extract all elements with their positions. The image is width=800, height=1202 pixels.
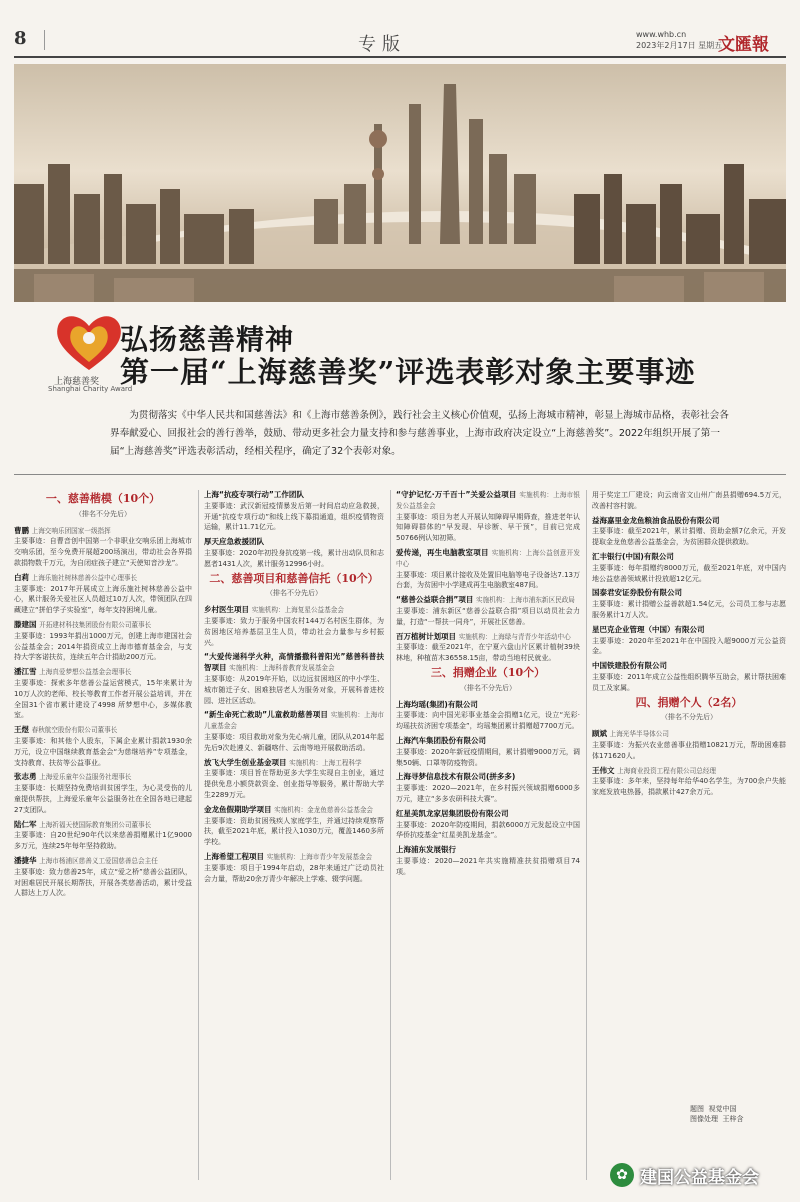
entry (14, 725, 192, 768)
entry (592, 766, 786, 798)
entry-name: 中国铁建股份有限公司 (592, 661, 667, 671)
entry-name: 上海“抗疫专项行动”工作团队 (204, 490, 304, 499)
entry (204, 852, 384, 884)
entry-text: 主要事迹：2020—2021年，在乡村振兴领域捐赠6000多万元，建立“多多农研科技大赛”。 (396, 784, 580, 803)
entry-name: 百万植树计划项目 (396, 631, 459, 641)
section-rule (14, 474, 786, 475)
entry-name: 潘江雪 (14, 667, 40, 677)
entry (204, 605, 384, 648)
entry (396, 490, 580, 544)
entry-list (204, 605, 384, 884)
lead-paragraph: 为贯彻落实《中华人民共和国慈善法》和《上海市慈善条例》，践行社会主义核心价值观，弘扬上海城市精神，彰显上海城市品格，表彰社会各界奉献爱心、回报社会的善行善举，鼓励、带动更多社会力量支持和参与慈善事业，上海市政府决定设立“上海慈善奖”。2022年组织开展了第一届“上海慈善奖”评选表彰活动，经相关程序，确定了32个表彰对象。 (110, 410, 729, 457)
entry-text: 主要事迹：2020年初投身抗疫第一线，累计出动队员和志愿者1431人次，累计服务12996小时。 (204, 548, 384, 568)
entry-affiliation: 实施机构：上海公益创意开发中心 (396, 548, 580, 568)
entry (396, 736, 580, 768)
entry-name: 张志勇 (14, 772, 40, 782)
entry-text: 主要事迹：资助贫困残疾人家庭学生，并通过持续观察帮扶，截至2021年底，累计投入1030万元，覆盖1460多所学校。 (204, 816, 384, 847)
entry-text: 主要事迹：截至2021年，在宁夏六盘山片区累计植树39块林地，种植苗木36558.15亩，带动当地村民就业。 (396, 643, 580, 663)
entry-text: 主要事迹：探索多年慈善公益运营模式，15年来累计为10万人次的老师、校长等教育工作者开展公益培训，并在全国31个省市累计建设了4998 所梦想中心，多媒体教室。 (14, 678, 192, 720)
entry-name: 汇丰银行(中国)有限公司 (592, 551, 674, 561)
skyline-photo (14, 64, 786, 302)
entry-text: 主要事迹：2020年防疫期间，捐款6000万元发起设立中国华侨抗疫基金“红星美凯龙基金”。 (396, 820, 580, 840)
entry (592, 552, 786, 584)
header-rule (14, 56, 786, 58)
section-heading: 三、捐赠企业（10个） (430, 665, 546, 679)
entry-text: 主要事迹：2017年开展成立上海乐施社树林慈善公益中心，累计服务关爱社区人员超过10万人次，带领团队在四藏建立“拼伯学子实验室”，每年支持困境儿童。 (14, 584, 192, 615)
entry-name: 放飞大学生创业基金项目 (204, 757, 290, 767)
entry-affiliation: 上海光华半导体公司 (609, 730, 669, 739)
column-4 (592, 490, 786, 1090)
entry-text: 主要事迹：项目救助对象为先心病儿童，团队从2014年起先后9次赴遵义、新疆喀什、云南等地开展救助活动。 (204, 732, 384, 752)
entry-affiliation: 实施机构：上海市青少年发展基金会 (266, 852, 373, 861)
entry (592, 661, 786, 693)
watermark (610, 1158, 790, 1192)
entry-text: 主要事迹：2020年至2021年在中国投入超9000万元公益资金。 (592, 636, 786, 656)
entry-affiliation: 实施机构：上海工程科学 (289, 758, 362, 767)
logo-name-cn: 上海慈善奖 (54, 377, 100, 387)
entry (396, 700, 580, 732)
entry (396, 548, 580, 591)
entry-list (592, 490, 786, 694)
entry-affiliation: 上海爱乐童年公益服务社理事长 (39, 773, 132, 782)
entry-name: 乡村医生项目 (204, 605, 252, 615)
entry-text: 主要事迹：累计捐赠公益善款超1.54亿元，公司员工参与志愿服务累计1万人次。 (592, 600, 786, 619)
credit-label: 题图 (690, 1105, 704, 1113)
entry (396, 809, 580, 841)
column-1 (14, 490, 192, 1180)
entry-text: 主要事迹：和其他个人股东，下属企业累计捐款1930余万元，设立中国继续教育基金会“为慈继培养”专项基金，支持教育、扶贫等公益事业。 (14, 736, 192, 767)
entry-list (14, 526, 192, 900)
entry-name: 潘捷华 (14, 855, 40, 865)
entry-text: 主要事迹：长期坚持免费培训贫困学生，为心灵受伤的儿童提供帮扶，上海爱乐童年公益服务社在全国各地已建起27支团队。 (14, 784, 192, 814)
entry-text: 主要事迹：致力慈善25年，成立“爱之桥”慈善公益团队，对困难居民开展长期帮扶，开展各类慈善活动，累计受益人群达上万人次。 (14, 867, 192, 898)
entry-affiliation: 上海真爱梦想公益基金会理事长 (39, 668, 132, 677)
entry-affiliation: 春秋航空股份有限公司董事长 (31, 726, 118, 735)
entry-text: 主要事迹：2020—2021年共实施精准扶贫捐赠项目74项。 (396, 856, 580, 876)
section-subtitle: （排名不分先后） (460, 683, 516, 692)
entry-list (396, 700, 580, 878)
entry (204, 805, 384, 848)
entry (592, 516, 786, 548)
wechat-icon: ✿ (610, 1163, 634, 1187)
entry (204, 710, 384, 753)
entry (14, 820, 192, 852)
entry (204, 490, 384, 533)
entry-affiliation: 上海市杨浦区慈善义工爱国慈善总会主任 (39, 856, 158, 865)
entry-name: 顾斌 (592, 729, 610, 739)
column-divider (390, 490, 391, 1180)
entry (14, 573, 192, 616)
entry-affiliation: 实施机构：金龙鱼慈善公益基金会 (274, 805, 374, 814)
entry-affiliation: 实施机构：上海市银发公益基金会 (396, 491, 580, 510)
entry (396, 595, 580, 627)
entry-name: 益海嘉里金龙鱼粮油食品股份有限公司 (592, 515, 720, 525)
entry-name: 国泰君安证券股份有限公司 (592, 588, 682, 598)
entry-list (592, 729, 786, 798)
section-name: 专版 (358, 34, 406, 55)
entry-text: 主要事迹：自20世纪90年代以来慈善捐赠累计1亿9000多万元，连续25年每年坚持救助。 (14, 831, 192, 851)
skyline-illustration (14, 64, 786, 302)
entry-name: 金龙鱼假期助学项目 (204, 804, 275, 814)
entry (592, 588, 786, 620)
entry-name: “守护记忆·万千百十”关爱公益项目 (396, 490, 520, 499)
entry-text: 主要事迹：项目旨在帮助更多大学生实现自主创业，通过提供免息小额贷款资金、创业指导等服务，累计帮助大学生2289万元。 (204, 769, 384, 799)
entry-text: 主要事迹：从2019年开始，以边远贫困地区的中小学生、城市随迁子女、困难独居老人为服务对象，开展科普进校园、进社区活动。 (204, 674, 384, 705)
entry-text: 主要事迹：多年来，坚持每年给华40名学生，为700余户失能家庭发放电热器，捐款累计427余万元。 (592, 777, 786, 797)
entry-text: 主要事迹：向中国光彩事业基金会捐赠1亿元，设立“光彩·均瑶扶贫济困专项基金”，均瑶集团累计捐赠超7700万元。 (396, 711, 580, 731)
entry-name: 滕建国 (14, 619, 40, 629)
entry-name: 上海汽车集团股份有限公司 (396, 735, 486, 745)
entry-text: 主要事迹：致力于服务中国农村144万名村医生群体，为贫困地区培养基层卫生人员，带动社会力量参与乡村振兴。 (204, 616, 384, 647)
newspaper-brand: 文匯報 (718, 35, 769, 55)
entry-text: 主要事迹：项目于1994年启动，28年来通过广泛动员社会力量，帮助20余万青少年解决上学难、辍学问题。 (204, 863, 384, 883)
entry-text: 主要事迹：项目累计接收及处置旧电脑等电子设备达7.13万台套，为贫困中小学建成再生电脑教室487间。 (396, 570, 580, 590)
column-3 (396, 490, 580, 1180)
credit-name: 王梓含 (722, 1115, 744, 1123)
entry-affiliation: 实施机构：上海市浦东新区民政局 (475, 596, 575, 605)
editor-credits (690, 1104, 743, 1124)
entry-name: 星巴克企业管理（中国）有限公司 (592, 624, 705, 634)
entry-name: 红星美凯龙家居集团股份有限公司 (396, 808, 509, 818)
entry-affiliation: 上海乐施社树林慈善公益中心理事长 (31, 573, 138, 582)
entry (204, 537, 384, 569)
entry-text: 主要事迹：2020年新冠疫情期间，累计捐赠9000万元，调集50辆、口罩等防疫物资。 (396, 747, 580, 767)
logo-name-en: Shanghai Charity Award (48, 385, 133, 393)
entry-text: 主要事迹：1993年捐出1000万元，创建上海市建国社会公益基金会；2014年捐资成立上海市德育基金会，与支持大学客诺扶贫，连续五年合计捐助200万元。 (14, 631, 192, 662)
entry-affiliation: 上海祈福天使国际教育集团公司董事长 (39, 820, 152, 829)
page-number: 8 (14, 28, 27, 49)
entry-name: “新生命死亡救助”儿童救助慈善项目 (204, 710, 331, 720)
section-heading: 四、捐赠个人（2名） (635, 695, 743, 709)
entry-affiliation: 上海商业投资工程有限公司总经理 (617, 766, 717, 775)
entry-text: 用于奖定工厂建设；向云南省文山州广南县捐赠694.5万元，改善村容村貌。 (592, 491, 786, 510)
headline-line2: 第一届“上海慈善奖”评选表彰对象主要事迹 (120, 355, 696, 389)
entry-name: “慈善公益联合捐”项目 (396, 595, 476, 605)
entry-name: 王伟文 (592, 765, 618, 775)
entry-affiliation: 实施机构：上海科普教育发展基金会 (229, 664, 335, 673)
entry-affiliation: 上海交响乐团国家一级指挥 (31, 526, 111, 535)
headline-line1: 弘扬慈善精神 (120, 323, 295, 356)
column-divider (198, 490, 199, 1180)
credit-name: 视觉中国 (708, 1105, 737, 1113)
section-subtitle: （排名不分先后） (661, 713, 717, 722)
entry-affiliation: 开拓建材科技集团股份有限公司董事长 (39, 620, 152, 629)
entry-affiliation: 实施机构：上海市儿童基金会 (204, 711, 384, 731)
entry (592, 729, 786, 761)
entry-name: 曹鹏 (14, 525, 32, 535)
masthead (0, 0, 800, 58)
column-2 (204, 490, 384, 1180)
entry-name: 爱传递，再生电脑教室项目 (396, 547, 492, 557)
entry (592, 490, 786, 512)
credit-label: 图像处理 (690, 1115, 718, 1123)
entry (204, 652, 384, 706)
entry-name: 上海均瑶(集团)有限公司 (396, 699, 478, 709)
entry-text: 主要事迹：每年捐赠约8000万元，截至2021年底，对中国内地公益慈善领域累计投放超12亿元。 (592, 563, 786, 583)
entry-name: 上海希望工程项目 (204, 851, 267, 861)
entry-name: 上海寻梦信息技术有限公司(拼多多) (396, 772, 516, 782)
column-divider (586, 490, 587, 1180)
entry-affiliation: 实施机构：上海复星公益基金会 (251, 606, 344, 615)
entry (14, 620, 192, 663)
issue-date: 2023年2月17日 星期五 (636, 41, 723, 50)
entry-text: 主要事迹：为振兴农业慈善事业捐赠10821万元，帮助困难群体171620人。 (592, 740, 786, 760)
entry-text: 主要事迹：浦东新区“慈善公益联合捐”项目以动员社会力量，打造“一帮扶一同舟”，开展社区慈善。 (396, 606, 580, 626)
entry (204, 758, 384, 801)
entry-name: 陆仁军 (14, 819, 40, 829)
entry-name: 王煜 (14, 725, 32, 735)
entry (14, 856, 192, 899)
entry-text: 主要事迹：2011年成立公益性组织腾华互助会，累计帮扶困难员工及家属。 (592, 672, 786, 692)
watermark-text: 建国公益基金会 (640, 1167, 759, 1188)
entry (592, 625, 786, 657)
entry (14, 526, 192, 569)
section-subtitle: （排名不分先后） (266, 589, 322, 598)
entry (396, 772, 580, 804)
divider (44, 30, 45, 50)
entry (14, 667, 192, 721)
section-heading: 一、慈善楷模（10个） (45, 492, 161, 505)
website: www.whb.cn (636, 30, 687, 39)
entry-list (204, 490, 384, 570)
section-subtitle: （排名不分先后） (75, 509, 131, 518)
entry-name: “大爱传递科学火种，高情播撒科普阳光”慈善科普扶智项目 (204, 652, 384, 673)
entry-name: 白莉 (14, 572, 32, 582)
entry-text: 主要事迹：截至2021年，累计捐赠、资助金额7亿余元，开发提取金龙鱼慈善公益基金会，为贫困群众提供救助。 (592, 527, 786, 547)
entry (14, 772, 192, 815)
entry-name: 厚天应急救援团队 (204, 537, 264, 547)
entry-text: 主要事迹：武汉新冠疫情暴发后第一时间启动应急救援，开通“抗疫专项行动”和线上线下募捐通道，组织疫情物资运输，累计11.71亿元。 (204, 501, 384, 532)
entry (396, 632, 580, 664)
entry-affiliation: 实施机构：上海绿与青青少年活动中心 (458, 632, 571, 641)
entry-name: 上海浦东发展银行 (396, 845, 456, 855)
entry (396, 845, 580, 877)
section-heading: 二、慈善项目和慈善信托（10个） (209, 571, 379, 585)
entry-text: 主要事迹：自曹音创中国第一个非职业交响乐团上海城市交响乐团，至今免费开展超200场演出，带动社会各界捐款捐物数千万元，为自闭症孩子建立“天使知音沙龙”。 (14, 537, 192, 567)
entry-list (396, 490, 580, 664)
entry-text: 主要事迹：项目为老人开展认知障碍早期筛查，推进老年认知障碍群体的“早发现、早诊断、早干预”，目前已完成50766例认知初筛。 (396, 512, 580, 543)
